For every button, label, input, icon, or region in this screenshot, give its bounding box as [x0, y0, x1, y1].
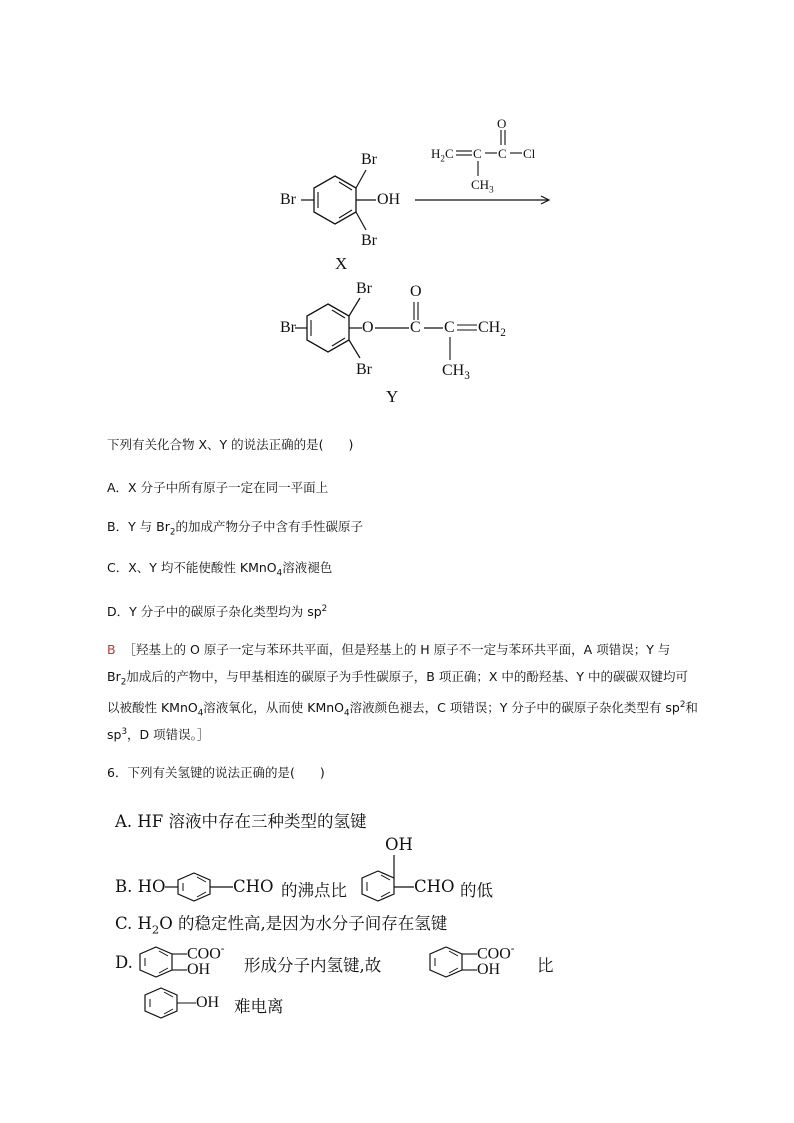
y-br-bottom: Br — [356, 361, 372, 378]
q6-d-oh-2: OH — [477, 961, 501, 978]
q6-option-b-prefix: B. HO — [115, 877, 166, 896]
x-br-bottom: Br — [361, 232, 377, 249]
reagent-ch3: $CH_3$ — [471, 177, 494, 195]
explanation-line-2: $Br_2$加成后的产物中，与甲基相连的碳原子为手性碳原子，B 项正确；X 中的酚羟基、Y 中的碳碳双键均可 — [107, 669, 688, 688]
q6-option-c: C. $H_2O$ 的稳定性高,是因为水分子间存在氢键 — [115, 914, 448, 937]
option-c: C．X、Y 均不能使酸性 KMnO$_4$溶液褪色 — [107, 560, 333, 579]
q6-b-cho-1: CHO — [233, 877, 274, 896]
y-label: Y — [386, 387, 399, 406]
q6-d-bi: 比 — [537, 956, 554, 975]
y-ch3: $CH_3$ — [442, 362, 470, 383]
option-b: B．Y 与 $Br_2$的加成产物分子中含有手性碳原子 — [107, 519, 363, 538]
answer-letter: B — [107, 642, 116, 657]
y-br-left: Br — [280, 319, 296, 336]
x-br-left: Br — [280, 191, 296, 208]
q6-d-coo-1: COO- — [187, 943, 225, 963]
explanation-line-1: B ［羟基上的 O 原子一定与苯环共平面，但是羟基上的 H 原子不一定与苯环共平面，A 项错误；Y 与 — [107, 642, 671, 657]
y-c-alkene: C — [444, 319, 455, 336]
y-ch2: $CH_2$ — [478, 319, 506, 340]
option-d: D．Y 分子中的碳原子杂化类型均为 $sp^2$ — [107, 604, 328, 620]
y-o-carbonyl: O — [410, 283, 422, 300]
q6-d-coo-2: COO- — [477, 943, 515, 963]
q6-b-end-text: 的低 — [460, 881, 493, 900]
q6-b-cho-2: CHO — [414, 877, 455, 896]
explanation-line-4: $sp^3$，D 项错误。］ — [107, 727, 210, 743]
reagent-c-carbonyl: C — [498, 146, 507, 161]
x-br-top: Br — [361, 151, 377, 168]
y-o-ester: O — [362, 319, 374, 336]
q6-d-mid-text: 形成分子内氢键,故 — [244, 956, 382, 975]
q6-b-oh: OH — [385, 835, 413, 854]
q6-d-end-text: 难电离 — [234, 997, 284, 1016]
reagent-cl: Cl — [523, 146, 536, 161]
explanation-line-3: 以被酸性 KMnO$_4$溶液氧化，从而使 KMnO$_4$溶液颜色褪去，C 项错误；Y 分子中的碳原子杂化类型有 $sp^2$和 — [107, 700, 698, 719]
q6-d-oh-1: OH — [187, 961, 211, 978]
q6-d-phenol-oh: OH — [196, 994, 220, 1011]
x-oh-group: OH — [377, 191, 401, 208]
y-c-carbonyl: C — [410, 319, 421, 336]
question-5-stem: 下列有关化合物 X、Y 的说法正确的是( ) — [107, 437, 354, 452]
reagent-h2c: $H_2C$ — [431, 146, 454, 164]
option-a: A．X 分子中所有原子一定在同一平面上 — [107, 480, 329, 495]
question-6-stem: 6．下列有关氢键的说法正确的是( ) — [107, 765, 325, 780]
y-br-top: Br — [356, 280, 372, 297]
x-label: X — [335, 254, 348, 273]
q6-option-a: A. HF 溶液中存在三种类型的氢键 — [115, 812, 367, 831]
reagent-c-middle: C — [473, 146, 482, 161]
q6-option-d-prefix: D. — [115, 953, 133, 972]
reagent-o: O — [497, 116, 507, 131]
q6-b-mid-text: 的沸点比 — [281, 881, 347, 900]
